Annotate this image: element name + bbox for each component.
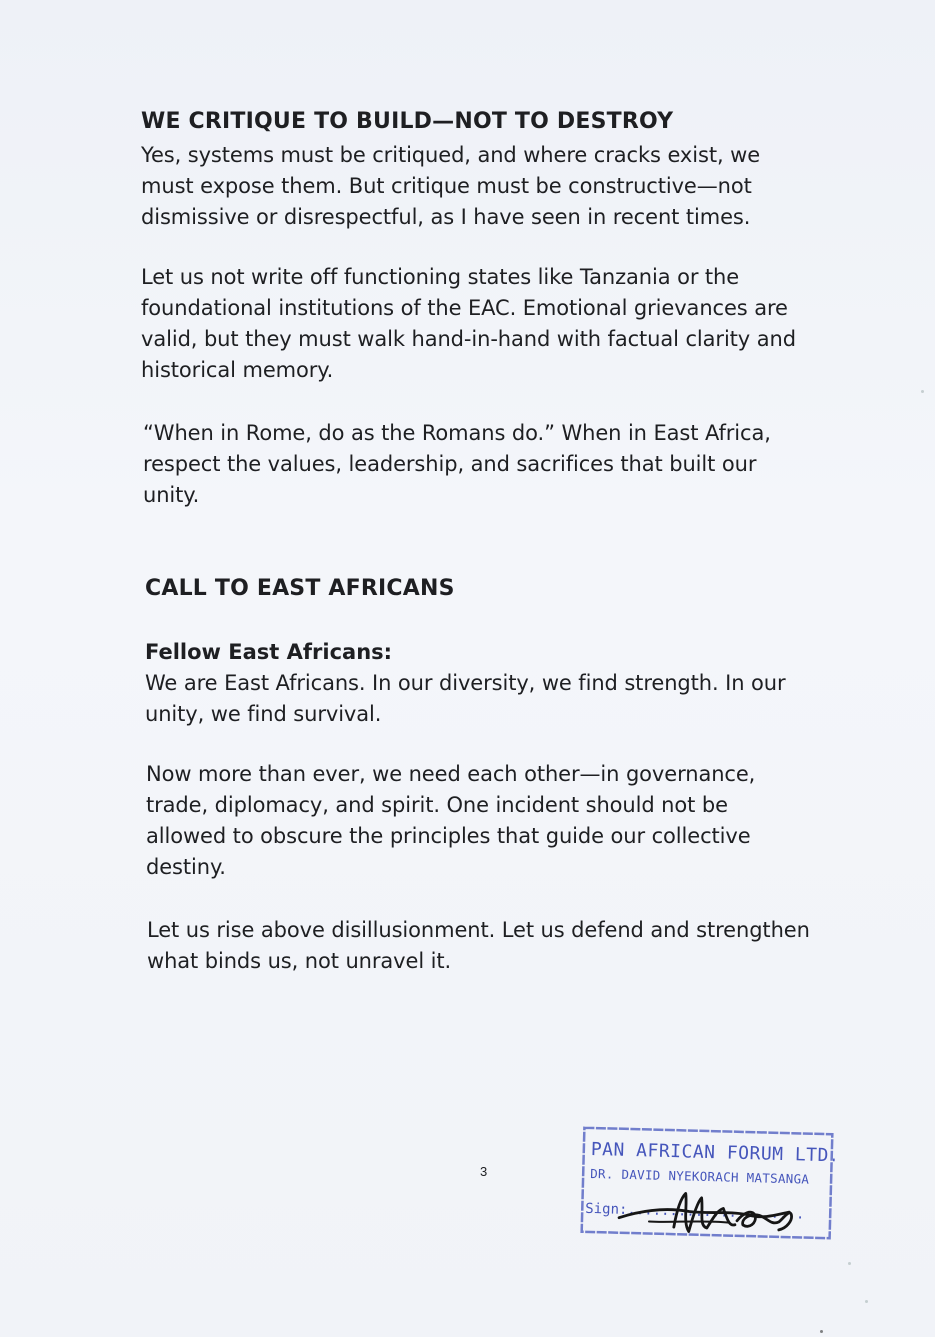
paper-speck bbox=[848, 1262, 851, 1265]
section-critique-p3 bbox=[143, 418, 803, 511]
paper-speck bbox=[921, 390, 924, 393]
stamp-line-name: DR. DAVID NYEKORACH MATSANGA bbox=[590, 1165, 810, 1187]
section-call-p2 bbox=[146, 759, 786, 883]
section-heading: WE CRITIQUE TO BUILD—NOT TO DESTROY bbox=[141, 109, 674, 134]
paragraph: We are East Africans. In our diversity, we find strength. In our unity, we find survival. bbox=[145, 671, 786, 726]
stamp-line-sign: Sign:..................... bbox=[585, 1200, 805, 1223]
paragraph: Yes, systems must be critiqued, and where cracks exist, we must expose them. But critique must be constructive—not dismissive or disrespectful, as I have seen in recent times. bbox=[141, 143, 761, 229]
section-heading: CALL TO EAST AFRICANS bbox=[145, 576, 455, 601]
paragraph: “When in Rome, do as the Romans do.” When in East Africa, respect the values, leadership, and sacrifices that built our unity. bbox=[143, 421, 771, 507]
section-call-p3 bbox=[147, 915, 837, 977]
company-stamp bbox=[579, 1125, 836, 1242]
page-number: 3 bbox=[480, 1164, 488, 1179]
stamp-line-company: PAN AFRICAN FORUM LTD. bbox=[590, 1138, 836, 1167]
section-call-body bbox=[145, 638, 815, 730]
paragraph: Let us not write off functioning states like Tanzania or the foundational institutions of the EAC. Emotional grievances are valid, but they must walk hand-in-hand with factual clarity and historical memory. bbox=[141, 265, 796, 382]
paragraph: Now more than ever, we need each other—in governance, trade, diplomacy, and spirit. One incident should not be allowed to obscure the principles that guide our collective destiny. bbox=[146, 762, 756, 879]
paper-speck bbox=[865, 1300, 868, 1303]
salutation: Fellow East Africans: bbox=[145, 640, 393, 664]
section-call bbox=[145, 575, 835, 603]
paragraph: Let us rise above disillusionment. Let us defend and strengthen what binds us, not unravel it. bbox=[147, 918, 810, 973]
section-critique-p2 bbox=[141, 262, 821, 386]
stamp-graphic bbox=[579, 1125, 836, 1242]
section-critique bbox=[141, 108, 831, 233]
paper-speck bbox=[820, 1330, 823, 1333]
